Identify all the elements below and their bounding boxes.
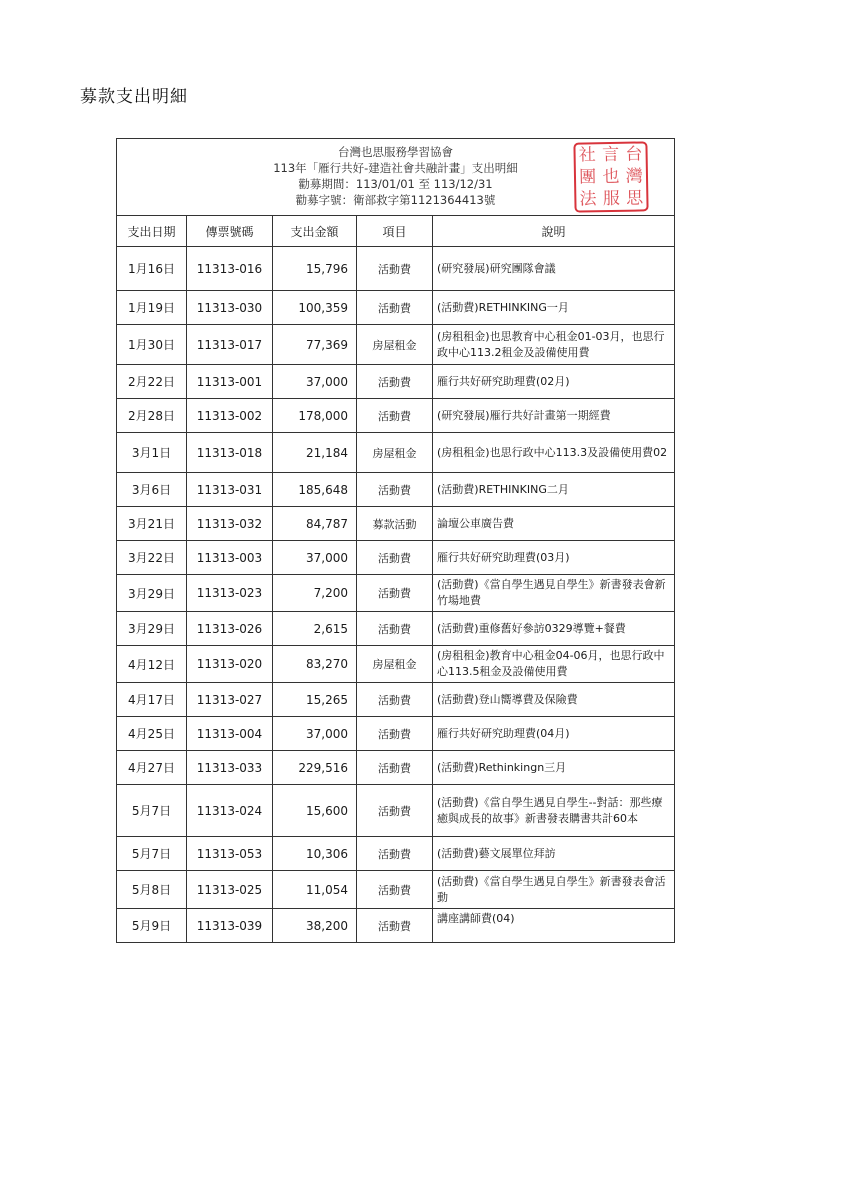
row-date: 3月29日 [117,612,187,646]
row-amount: 15,796 [273,247,357,291]
row-item: 活動費 [357,247,433,291]
row-date: 2月28日 [117,399,187,433]
table-row [117,717,675,751]
row-item: 房屋租金 [357,646,433,683]
col-voucher-header: 傳票號碼 [187,216,273,247]
row-description: (活動費)Rethinkingn三月 [433,751,675,785]
row-description: (活動費)《當自學生遇見自學生》新書發表會活動 [433,871,675,909]
row-voucher: 11313-016 [187,247,273,291]
table-row [117,837,675,871]
row-item: 房屋租金 [357,325,433,365]
row-voucher: 11313-003 [187,541,273,575]
row-voucher: 11313-004 [187,717,273,751]
row-voucher: 11313-027 [187,683,273,717]
row-voucher: 11313-001 [187,365,273,399]
row-amount: 185,648 [273,473,357,507]
row-date: 5月9日 [117,909,187,943]
table-row [117,473,675,507]
row-date: 2月22日 [117,365,187,399]
row-description: (活動費)重修舊好參訪0329導覽+餐費 [433,612,675,646]
row-amount: 15,265 [273,683,357,717]
row-date: 3月6日 [117,473,187,507]
seal-glyph: 社 [578,144,596,166]
row-voucher: 11313-018 [187,433,273,473]
col-amount-header: 支出金額 [273,216,357,247]
row-date: 1月30日 [117,325,187,365]
row-item: 活動費 [357,399,433,433]
table-row [117,433,675,473]
row-date: 3月1日 [117,433,187,473]
row-amount: 77,369 [273,325,357,365]
row-item: 房屋租金 [357,433,433,473]
table-header-block [117,139,675,216]
row-description: 雁行共好研究助理費(02月) [433,365,675,399]
row-date: 4月12日 [117,646,187,683]
row-date: 4月27日 [117,751,187,785]
fundraising-period: 勸募期間：113/01/01 至 113/12/31 [298,177,493,191]
official-seal-stamp [573,141,648,212]
table-row [117,541,675,575]
table-row [117,575,675,612]
row-amount: 178,000 [273,399,357,433]
table-row [117,399,675,433]
row-amount: 84,787 [273,507,357,541]
row-amount: 21,184 [273,433,357,473]
row-amount: 37,000 [273,717,357,751]
row-item: 活動費 [357,909,433,943]
row-item: 活動費 [357,541,433,575]
row-item: 活動費 [357,291,433,325]
row-description: (研究發展)研究團隊會議 [433,247,675,291]
row-description: (活動費)登山嚮導費及保險費 [433,683,675,717]
row-amount: 37,000 [273,365,357,399]
table-row [117,507,675,541]
row-item: 活動費 [357,365,433,399]
row-description: (房租租金)教育中心租金04-06月，也思行政中心113.5租金及設備使用費 [433,646,675,683]
row-voucher: 11313-032 [187,507,273,541]
row-item: 活動費 [357,751,433,785]
row-item: 募款活動 [357,507,433,541]
page-title: 募款支出明細 [80,87,188,107]
row-date: 1月19日 [117,291,187,325]
row-description: (活動費)《當自學生遇見自學生--對話：那些療癒與成長的故事》新書發表購書共計60本 [433,785,675,837]
row-date: 3月29日 [117,575,187,612]
row-voucher: 11313-020 [187,646,273,683]
seal-glyph: 言 [601,144,620,165]
row-voucher: 11313-002 [187,399,273,433]
row-voucher: 11313-017 [187,325,273,365]
row-date: 5月7日 [117,785,187,837]
row-voucher: 11313-030 [187,291,273,325]
row-date: 3月21日 [117,507,187,541]
row-voucher: 11313-033 [187,751,273,785]
row-voucher: 11313-023 [187,575,273,612]
row-amount: 10,306 [273,837,357,871]
seal-glyph: 灣 [625,165,644,187]
row-amount: 100,359 [273,291,357,325]
row-amount: 38,200 [273,909,357,943]
row-date: 5月8日 [117,871,187,909]
row-item: 活動費 [357,837,433,871]
table-row [117,909,675,943]
seal-glyph: 服 [602,188,621,209]
column-header-row [117,216,675,247]
table-row [117,751,675,785]
permit-number: 勸募字號：衛部救字第1121364413號 [295,193,496,207]
row-item: 活動費 [357,683,433,717]
row-voucher: 11313-024 [187,785,273,837]
seal-glyph: 也 [602,166,620,187]
row-amount: 7,200 [273,575,357,612]
table-row [117,365,675,399]
row-date: 1月16日 [117,247,187,291]
row-amount: 229,516 [273,751,357,785]
row-item: 活動費 [357,871,433,909]
row-amount: 37,000 [273,541,357,575]
row-description: (活動費)RETHINKING一月 [433,291,675,325]
table-row [117,646,675,683]
col-item-header: 項目 [357,216,433,247]
table-row [117,785,675,837]
seal-glyph: 思 [626,187,644,209]
table-row [117,871,675,909]
row-description: (研究發展)雁行共好計畫第一期經費 [433,399,675,433]
row-description: (活動費)《當自學生遇見自學生》新書發表會新竹場地費 [433,575,675,612]
row-item: 活動費 [357,612,433,646]
row-description: (房租租金)也思行政中心113.3及設備使用費02 [433,433,675,473]
row-amount: 83,270 [273,646,357,683]
table-row [117,291,675,325]
row-date: 3月22日 [117,541,187,575]
row-amount: 11,054 [273,871,357,909]
row-description: 雁行共好研究助理費(04月) [433,717,675,751]
table-row [117,683,675,717]
row-item: 活動費 [357,575,433,612]
row-voucher: 11313-031 [187,473,273,507]
row-voucher: 11313-039 [187,909,273,943]
col-desc-header: 說明 [433,216,675,247]
row-date: 5月7日 [117,837,187,871]
org-name: 台灣也思服務學習協會 [338,145,453,159]
seal-glyph: 法 [579,188,597,210]
seal-glyph: 台 [625,143,643,165]
table-row [117,612,675,646]
row-amount: 15,600 [273,785,357,837]
seal-glyph: 團 [578,166,597,188]
row-description: (活動費)藝文展單位拜訪 [433,837,675,871]
row-voucher: 11313-026 [187,612,273,646]
row-description: (活動費)RETHINKING二月 [433,473,675,507]
col-date-header: 支出日期 [117,216,187,247]
row-description: 論壇公車廣告費 [433,507,675,541]
row-voucher: 11313-025 [187,871,273,909]
plan-title: 113年「雁行共好-建造社會共融計畫」支出明細 [273,161,518,175]
row-description: (房租租金)也思教育中心租金01-03月，也思行政中心113.2租金及設備使用費 [433,325,675,365]
expense-table [116,138,675,943]
row-voucher: 11313-053 [187,837,273,871]
row-item: 活動費 [357,717,433,751]
row-amount: 2,615 [273,612,357,646]
table-row [117,325,675,365]
row-date: 4月17日 [117,683,187,717]
row-description: 講座講師費(04) [433,909,675,943]
row-date: 4月25日 [117,717,187,751]
row-item: 活動費 [357,473,433,507]
row-item: 活動費 [357,785,433,837]
row-description: 雁行共好研究助理費(03月) [433,541,675,575]
table-row [117,247,675,291]
